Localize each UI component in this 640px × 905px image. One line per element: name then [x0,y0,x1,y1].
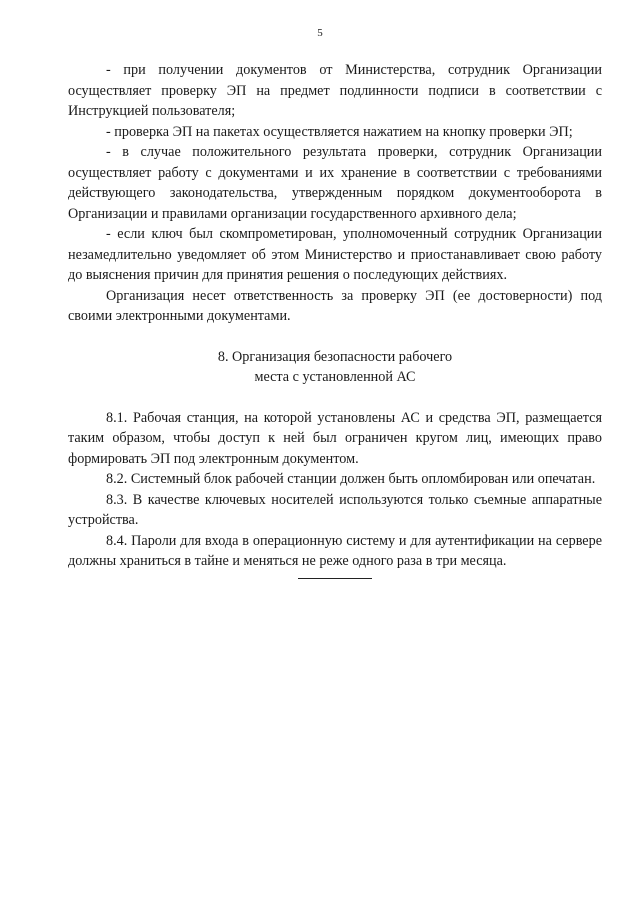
paragraph-package-check: - проверка ЭП на пакетах осуществляется нажатием на кнопку проверки ЭП; [106,123,573,140]
section-heading-line-2: места с установленной АС [254,369,416,385]
clause-8-3: 8.3. В качестве ключевых носителей используются только съемные аппаратные устройства. [68,491,602,528]
paragraph-signature-check: - при получении документов от Министерства, сотрудник Организации осуществляет проверку ЭП на предмет подлинности подписи в соответствии с Инструкцией пользователя; [68,62,602,119]
paragraph-positive-result: - в случае положительного результата проверки, сотрудник Организации осуществляет работу с документами и их хранение в соответствии с требованиями действующего законодательства, утвержденным порядком документооборота в Организации и правилами организации государственного архивного дела; [68,144,602,222]
section-heading [68,347,602,388]
paragraph-responsibility: Организация несет ответственность за проверку ЭП (ее достоверности) под своими электронными документами. [68,287,602,324]
document-body [68,60,602,572]
clause-8-4: 8.4. Пароли для входа в операционную систему и для аутентификации на сервере должны храниться в тайне и меняться не реже одного раза в три месяца. [68,532,602,569]
page-number: 5 [317,27,323,39]
clause-8-1: 8.1. Рабочая станция, на которой установлены АС и средства ЭП, размещается таким образом, чтобы доступ к ней был ограничен кругом лиц, имеющих право формировать ЭП под электронным документом. [68,409,602,467]
paragraph-key-compromised: - если ключ был скомпрометирован, уполномоченный сотрудник Организации незамедлительно уведомляет об этом Министерство и приостанавливает свою работу до выяснения причин для принятия решения о последующих действиях. [68,226,602,283]
section-heading-line-1: 8. Организация безопасности рабочего [217,348,453,365]
end-divider [298,578,372,579]
clause-8-2: 8.2. Системный блок рабочей станции должен быть опломбирован или опечатан. [106,471,596,487]
